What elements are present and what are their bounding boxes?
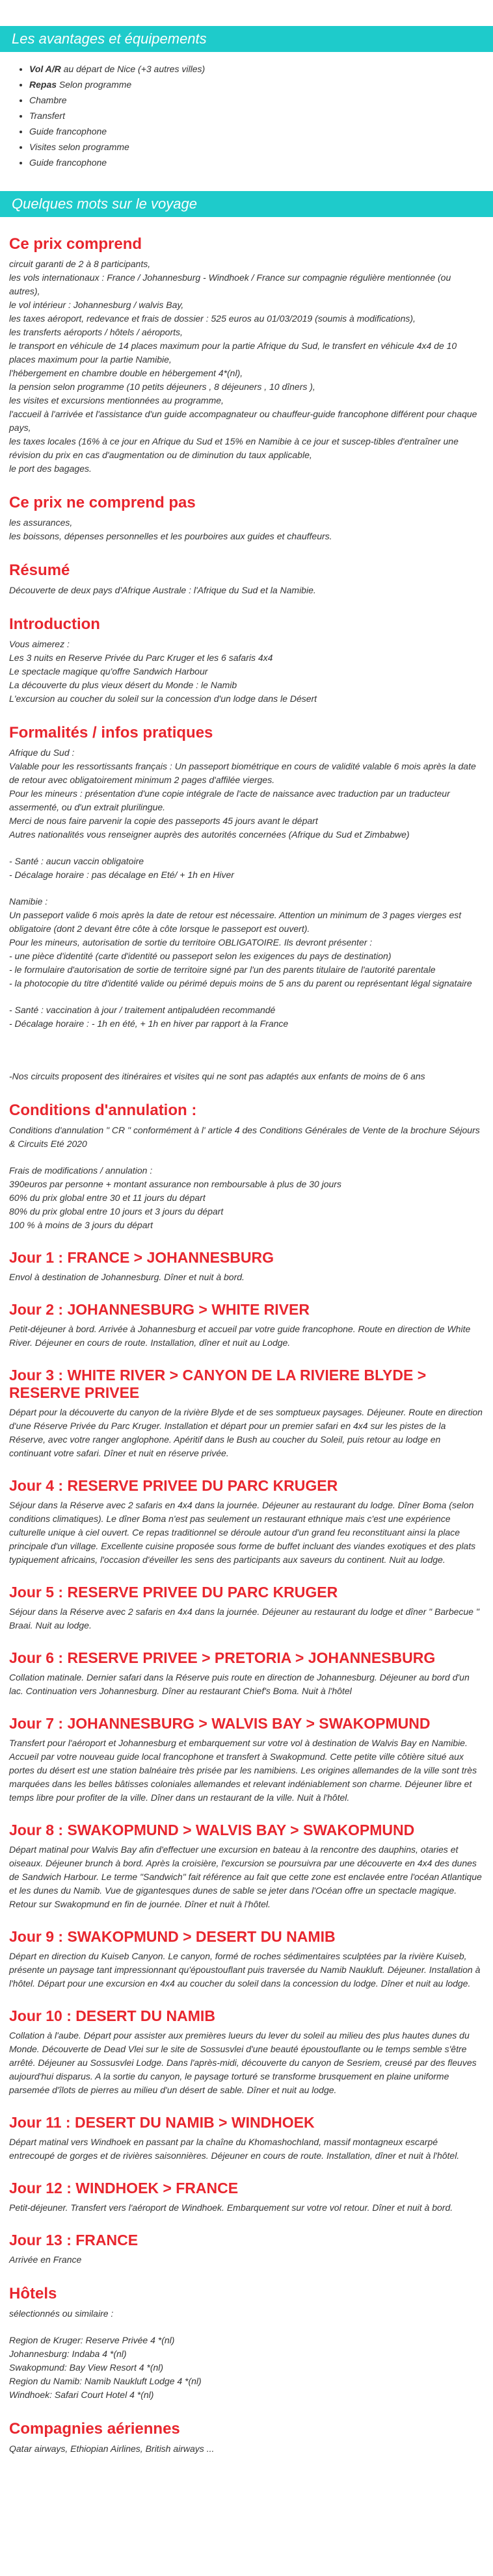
day-description: Départ en direction du Kuiseb Canyon. Le canyon, formé de roches sédimentaires sculptées par la rivière Kuiseb, présente un paysage tant impressionnant qu'époustouflant puis traversée du Namib Naukluft. Déjeuner. Installation à l'hôtel. Départ pour une excursion en 4x4 au coucher du soleil dans la concession du lodge. Dîner et nuit au lodge. bbox=[9, 1951, 481, 1989]
text-line: l'accueil à l'arrivée et l'assistance d'un guide accompagnateur ou chauffeur-guide francophone différent pour chaque pays, bbox=[9, 409, 477, 433]
text-line: - le formulaire d'autorisation de sortie de territoire signé par l'un des parents titulaire de l'autorité parentale bbox=[9, 964, 436, 975]
text-line: Region de Kruger: Reserve Privée 4 *(nl) bbox=[9, 2335, 175, 2345]
day-description: Transfert pour l'aéroport et Johannesburg et embarquement sur votre vol à destination de Walvis Bay en Namibie. Accueil par votre nouveau guide local francophone et transfert à Swakopmund. Cette petite ville côtière situé aux portes du désert est une station balnéaire très prisée par les namibiens. Les origines allemandes de la ville sont très marquées dans les belles bâtisses coloniales allemandes et relevant indéniablement son charme. Déjeuner libre et temps libre pour profiter de la ville. Dîner dans un restaurant de la ville. Nuit à l'hôtel. bbox=[9, 1738, 477, 1803]
advantage-item: • Guide francophone bbox=[29, 155, 493, 170]
text-line: La découverte du plus vieux désert du Monde : le Namib bbox=[9, 680, 237, 690]
advantage-item: • Visites selon programme bbox=[29, 139, 493, 155]
text-line: les taxes aéroport, redevance et frais de dossier : 525 euros au 01/03/2019 (soumis à modifications), bbox=[9, 313, 416, 324]
text-line: Les 3 nuits en Reserve Privée du Parc Kruger et les 6 safaris 4x4 bbox=[9, 652, 273, 663]
advantage-item: • Chambre bbox=[29, 92, 493, 108]
spacer bbox=[9, 882, 484, 895]
text-line: circuit garanti de 2 à 8 participants, bbox=[9, 259, 151, 269]
text-line: les transferts aéroports / hôtels / aéroports, bbox=[9, 327, 183, 337]
day-heading: Jour 3 : WHITE RIVER > CANYON DE LA RIVIERE BLYDE > RESERVE PRIVEE bbox=[9, 1367, 427, 1401]
day-description: Départ matinal vers Windhoek en passant par la chaîne du Khomashochland, massif montagneux escarpé entrecoupé de gorges et de rivières saisonnières. Déjeuner en cours de route. Installation, dîner et nuit à l'hôtel. bbox=[9, 2137, 460, 2161]
day-description: Séjour dans la Réserve avec 2 safaris en 4x4 dans la journée. Déjeuner au restaurant du lodge. Dîner Boma (selon conditions climatiques). Le dîner Boma n'est pas seulement un restaurant ethnique mais c'est une expérience culturelle unique à ciel ouvert. Ce repas traditionnel se déroule autour d'un grand feu reconstituant ainsi la place principale d'un village. Excellente cuisine proposée sous forme de buffet incluant des viandes exotiques et des plats typiquement africains, l'occasion d'éveiller les sens des participants aux saveurs du continent. Nuit au lodge. bbox=[9, 1500, 476, 1565]
text-line: 80% du prix global entre 10 jours et 3 jours du départ bbox=[9, 1206, 224, 1217]
day-heading: Jour 5 : RESERVE PRIVEE DU PARC KRUGER bbox=[9, 1584, 338, 1601]
text-line: les vols internationaux : France / Johannesburg - Windhoek / France sur compagnie régulière mentionnée (ou autres), bbox=[9, 272, 451, 296]
text-line: Afrique du Sud : bbox=[9, 747, 75, 758]
text-line: - Santé : aucun vaccin obligatoire bbox=[9, 856, 144, 866]
text-line: sélectionnés ou similaire : bbox=[9, 2308, 114, 2319]
text-line: L'excursion au coucher du soleil sur la concession d'un lodge dans le Désert bbox=[9, 693, 317, 704]
advantage-item: • Transfert bbox=[29, 108, 493, 123]
text-line: Pour les mineurs : présentation d'une copie intégrale de l'acte de naissance avec traduction par un traducteur assermenté, ou d'un extrait plurilingue. bbox=[9, 788, 450, 812]
advantage-item: • Repas Selon programme bbox=[29, 77, 493, 92]
spacer bbox=[9, 1057, 484, 1070]
voyage-content bbox=[0, 235, 493, 2456]
text-line: le transport en véhicule de 14 places maximum pour la partie Afrique du Sud, le transfert en véhicule 4x4 de 10 places maximum pour la partie Namibie, bbox=[9, 341, 457, 365]
day-description: Petit-déjeuner. Transfert vers l'aéroport de Windhoek. Embarquement sur votre vol retour. Dîner et nuit à bord. bbox=[9, 2202, 453, 2213]
day-heading: Jour 8 : SWAKOPMUND > WALVIS BAY > SWAKOPMUND bbox=[9, 1822, 415, 1838]
section-heading: Conditions d'annulation : bbox=[9, 1101, 197, 1119]
text-line: Le spectacle magique qu'offre Sandwich Harbour bbox=[9, 666, 208, 676]
day-heading: Jour 11 : DESERT DU NAMIB > WINDHOEK bbox=[9, 2114, 315, 2131]
day-description: Petit-déjeuner à bord. Arrivée à Johannesburg et accueil par votre guide francophone. Route en direction de White River. Déjeuner en cours de route. Installation, dîner et nuit au Lodge. bbox=[9, 1324, 471, 1348]
day-heading: Jour 12 : WINDHOEK > FRANCE bbox=[9, 2180, 239, 2196]
text-line: -Nos circuits proposent des itinéraires et visites qui ne sont pas adaptés aux enfants de moins de 6 ans bbox=[9, 1071, 425, 1081]
day-heading: Jour 9 : SWAKOPMUND > DESERT DU NAMIB bbox=[9, 1928, 336, 1945]
text-line: Qatar airways, Ethiopian Airlines, British airways ... bbox=[9, 2443, 215, 2454]
text-line: Autres nationalités vous renseigner auprès des autorités concernées (Afrique du Sud et Zimbabwe) bbox=[9, 829, 410, 840]
text-line: Region du Namib: Namib Naukluft Lodge 4 *(nl) bbox=[9, 2376, 202, 2386]
advantage-item: • Vol A/R au départ de Nice (+3 autres villes) bbox=[29, 61, 493, 77]
spacer bbox=[9, 1151, 484, 1164]
advantages-list bbox=[0, 61, 493, 170]
spacer bbox=[9, 990, 484, 1003]
text-line: le vol intérieur : Johannesburg / walvis Bay, bbox=[9, 300, 184, 310]
day-description: Départ pour la découverte du canyon de la rivière Blyde et de ses somptueux paysages. Déjeuner. Route en direction d'une Réserve Privée du Parc Kruger. Installation et départ pour un premier safari en 4x4 sur les pistes de la Réserve, avec votre ranger anglophone. Apéritif dans le Bush au coucher du Soleil, puis retour au lodge en continuant votre safari. Dîner et nuit en réserve privée. bbox=[9, 1407, 483, 1458]
text-line: Un passeport valide 6 mois après la date de retour est nécessaire. Attention un minimum de 3 pages vierges est obligatoire (dont 2 devant être côte à côte lorsque le passeport est ouvert). bbox=[9, 910, 462, 934]
text-line: - Santé : vaccination à jour / traitement antipaludéen recommandé bbox=[9, 1005, 276, 1015]
day-heading: Jour 10 : DESERT DU NAMIB bbox=[9, 2007, 215, 2024]
text-line: les taxes locales (16% à ce jour en Afrique du Sud et 15% en Namibie à ce jour et suscep-tibles d'entraîner une révision du prix en cas d'augmentation ou de diminution du taux applicable, bbox=[9, 436, 459, 460]
day-description: Départ matinal pour Walvis Bay afin d'effectuer une excursion en bateau à la rencontre des dauphins, otaries et oiseaux. Déjeuner brunch à bord. Après la croisière, l'excursion se poursuivra par une découverte en 4x4 des dunes de Sandwich Harbour. Le terme "Sandwich" fait référence au fait que cette zone est enclavée entre l'océan Atlantique et les dunes du Namib. Vue de gigantesques dunes de sable se jeter dans l'Océan offre un spectacle magique. Retour sur Swakopmund en fin de journée. Dîner et nuit à l'hôtel. bbox=[9, 1844, 482, 1909]
advantage-item: • Guide francophone bbox=[29, 123, 493, 139]
day-heading: Jour 6 : RESERVE PRIVEE > PRETORIA > JOHANNESBURG bbox=[9, 1649, 436, 1666]
text-line: Windhoek: Safari Court Hotel 4 *(nl) bbox=[9, 2389, 154, 2400]
text-line: - une pièce d'identité (carte d'identité ou passeport selon les exigences du pays de destination) bbox=[9, 951, 392, 961]
spacer bbox=[9, 842, 484, 855]
day-description: Arrivée en France bbox=[9, 2254, 82, 2265]
text-line: Découverte de deux pays d'Afrique Australe : l'Afrique du Sud et la Namibie. bbox=[9, 585, 316, 595]
text-line: l'hébergement en chambre double en hébergement 4*(nl), bbox=[9, 368, 243, 378]
day-description: Collation à l'aube. Départ pour assister aux premières lueurs du lever du soleil au milieu des plus hautes dunes du Monde. Découverte de Dead Vlei sur le site de Sossusvlei d'une beauté époustouflante ou le temps semble s'être arrêté. Déjeuner au Sossusvlei Lodge. Dans l'après-midi, découverte du canyon de Sesriem, creusé par des fleuves aujourd'hui disparus. A la sortie du canyon, le paysage torturé se transforme brusquement en plaine uniforme parsemée d'îlots de pierres au milieu d'un désert de sable. Dîner et nuit au lodge. bbox=[9, 2030, 477, 2095]
text-line: 100 % à moins de 3 jours du départ bbox=[9, 1220, 153, 1230]
section-heading: Formalités / infos pratiques bbox=[9, 724, 213, 741]
day-description: Envol à destination de Johannesburg. Dîner et nuit à bord. bbox=[9, 1272, 245, 1282]
text-line: - la photocopie du titre d'identité valide ou périmé depuis moins de 5 ans du parent ou représentant légal signataire bbox=[9, 978, 472, 988]
text-line: Valable pour les ressortissants français : Un passeport biométrique en cours de validité valable 6 mois après la date de retour avec obligatoirement minimum 2 pages d'affilée vierges. bbox=[9, 761, 476, 785]
text-line: - Décalage horaire : - 1h en été, + 1h en hiver par rapport à la France bbox=[9, 1018, 289, 1029]
text-line: les assurances, bbox=[9, 517, 73, 528]
text-line: Merci de nous faire parvenir la copie des passeports 45 jours avant le départ bbox=[9, 816, 318, 826]
day-heading: Jour 1 : FRANCE > JOHANNESBURG bbox=[9, 1249, 274, 1266]
spacer bbox=[9, 1031, 484, 1044]
day-description: Collation matinale. Dernier safari dans la Réserve puis route en direction de Johannesburg. Déjeuner au bord d'un lac. Continuation vers Johannesburg. Dîner au restaurant Chief's Boma. Nuit à l'hôtel bbox=[9, 1672, 470, 1696]
section-heading: Introduction bbox=[9, 615, 100, 633]
day-heading: Jour 7 : JOHANNESBURG > WALVIS BAY > SWAKOPMUND bbox=[9, 1715, 431, 1732]
text-line: Conditions d'annulation " CR " conformément à l' article 4 des Conditions Générales de Vente de la brochure Séjours & Circuits Eté 2020 bbox=[9, 1125, 480, 1149]
text-line: le port des bagages. bbox=[9, 463, 92, 474]
section-heading: Ce prix ne comprend pas bbox=[9, 494, 196, 511]
text-line: Pour les mineurs, autorisation de sortie du territoire OBLIGATOIRE. Ils devront présenter : bbox=[9, 937, 373, 947]
text-line: Vous aimerez : bbox=[9, 639, 70, 649]
text-line: Namibie : bbox=[9, 896, 48, 907]
text-line: Swakopmund: Bay View Resort 4 *(nl) bbox=[9, 2362, 164, 2373]
advantages-header: Les avantages et équipements bbox=[0, 26, 493, 52]
text-line: Johannesburg: Indaba 4 *(nl) bbox=[9, 2349, 127, 2359]
day-heading: Jour 2 : JOHANNESBURG > WHITE RIVER bbox=[9, 1301, 310, 1318]
hotels-heading: Hôtels bbox=[9, 2285, 57, 2302]
spacer bbox=[9, 2321, 484, 2334]
text-line: Frais de modifications / annulation : bbox=[9, 1165, 153, 1176]
day-heading: Jour 13 : FRANCE bbox=[9, 2232, 139, 2248]
day-description: Séjour dans la Réserve avec 2 safaris en 4x4 dans la journée. Déjeuner au restaurant du lodge et dîner " Barbecue " Braai. Nuit au lodge. bbox=[9, 1606, 479, 1630]
text-line: 60% du prix global entre 30 et 11 jours du départ bbox=[9, 1192, 206, 1203]
text-line: les boissons, dépenses personnelles et les pourboires aux guides et chauffeurs. bbox=[9, 531, 332, 541]
text-line: - Décalage horaire : pas décalage en Eté/ + 1h en Hiver bbox=[9, 869, 234, 880]
text-line: 390euros par personne + montant assurance non remboursable à plus de 30 jours bbox=[9, 1179, 341, 1189]
section-heading: Résumé bbox=[9, 561, 70, 579]
section-heading: Ce prix comprend bbox=[9, 235, 142, 253]
text-line: la pension selon programme (10 petits déjeuners , 8 déjeuners , 10 dîners ), bbox=[9, 381, 315, 392]
spacer bbox=[9, 1044, 484, 1057]
text-line: les visites et excursions mentionnées au programme, bbox=[9, 395, 224, 406]
day-heading: Jour 4 : RESERVE PRIVEE DU PARC KRUGER bbox=[9, 1477, 338, 1494]
voyage-header: Quelques mots sur le voyage bbox=[0, 191, 493, 217]
airlines-heading: Compagnies aériennes bbox=[9, 2420, 180, 2438]
